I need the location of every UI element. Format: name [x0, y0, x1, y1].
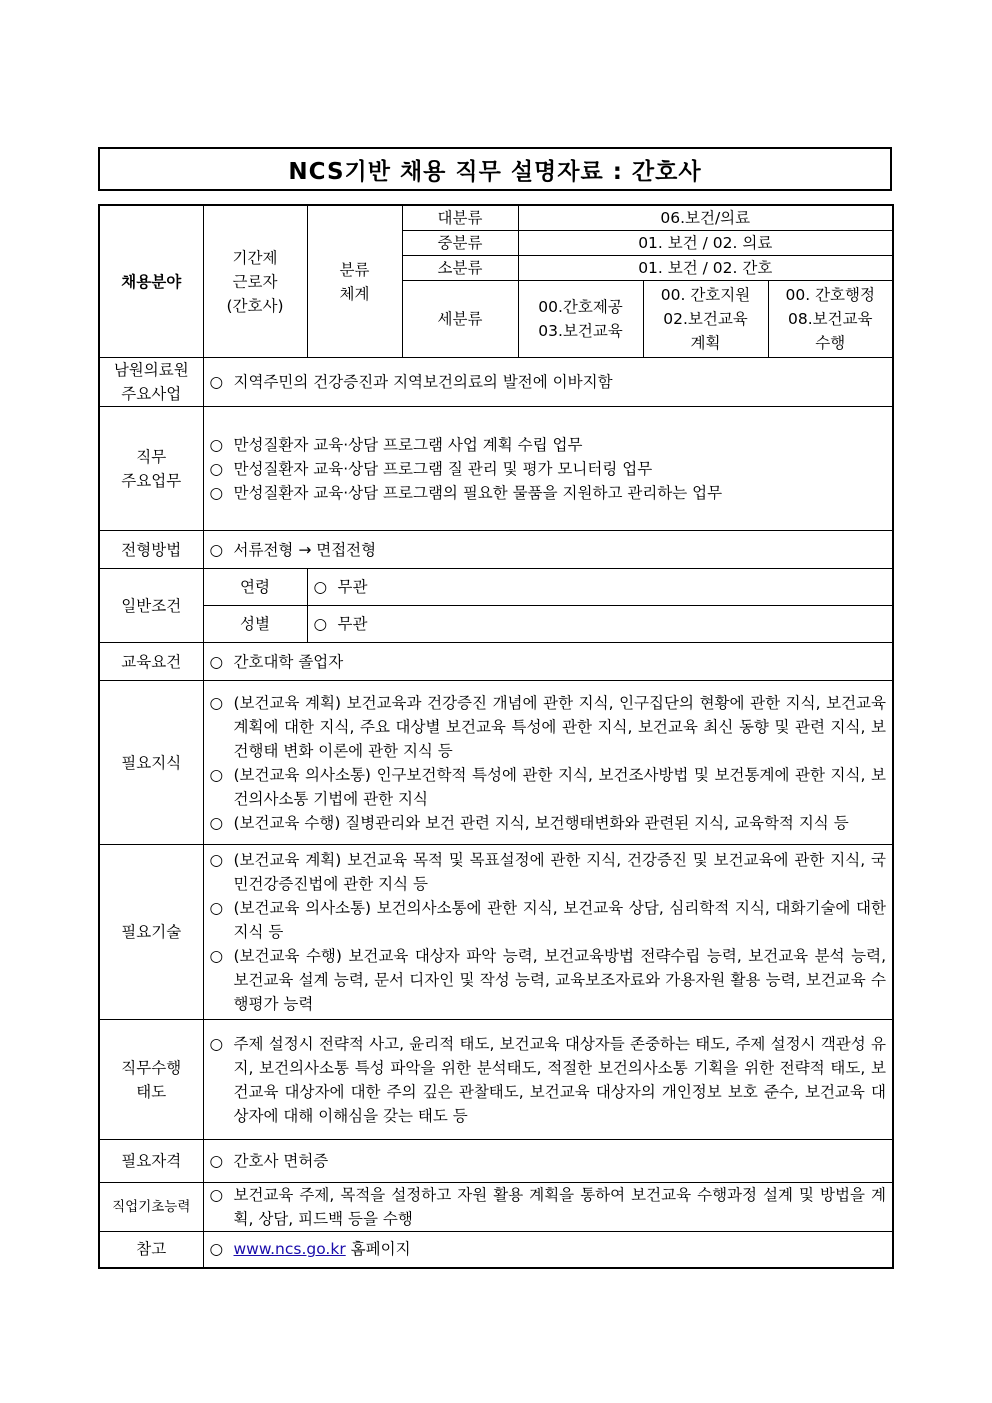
attitude-label: 직무수행 태도 — [99, 1020, 203, 1140]
bullet-mark: ○ — [209, 373, 224, 391]
license-value: 간호사 면허증 — [233, 1152, 329, 1170]
list-item-text: 지역주민의 건강증진과 지역보건의료의 발전에 이바지함 — [233, 373, 613, 391]
basic-ability-label: 직업기초능력 — [99, 1183, 203, 1232]
list-item — [314, 575, 887, 599]
basic-ability-content — [203, 1183, 893, 1232]
list-item — [210, 763, 887, 811]
middle-value: 01. 보건 / 02. 의료 — [518, 231, 893, 256]
selection-content — [203, 531, 893, 569]
bullet-mark: ○ — [209, 459, 224, 478]
recruit-type: 기간제 근로자 (간호사) — [203, 205, 307, 358]
list-item-text: 만성질환자 교육·상담 프로그램 질 관리 및 평가 모니터링 업무 — [233, 459, 653, 478]
list-item — [210, 1237, 887, 1261]
bullet-mark: ○ — [209, 765, 224, 784]
education-value: 간호대학 졸업자 — [233, 652, 344, 671]
list-item-text: (보건교육 계획) 보건교육과 건강증진 개념에 관한 지식, 인구집단의 현황에 관한 지식, 보건교육 계획에 대한 지식, 주요 대상별 보건교육 특성에 관한 지식, 보건교육 최신 동향 및 관련 지식, 보건행태 변화 이론에 관한 지식 등 — [233, 693, 886, 760]
bullet-mark: ○ — [209, 540, 224, 559]
list-item-text: 만성질환자 교육·상담 프로그램 사업 계획 수립 업무 — [233, 435, 583, 454]
general-label: 일반조건 — [99, 569, 203, 643]
list-item — [210, 650, 887, 674]
business-content — [203, 358, 893, 407]
bullet-mark: ○ — [209, 652, 224, 671]
list-item — [210, 848, 887, 896]
list-item-text: (보건교육 의사소통) 인구보건학적 특성에 관한 지식, 보건조사방법 및 보건통계에 관한 지식, 보건의사소통 기법에 관한 지식 — [233, 765, 886, 808]
bullet-mark: ○ — [313, 578, 328, 596]
list-item — [210, 811, 887, 835]
business-label: 남원의료원 주요사업 — [99, 358, 203, 407]
skills-content — [203, 845, 893, 1020]
list-item-text: (보건교육 수행) 보건교육 대상자 파악 능력, 보건교육방법 전략수립 능력, 보건교육 분석 능력, 보건교육 설계 능력, 문서 디자인 및 작성 능력, 교육보조자료와 가용자원 활용 능력, 보건교육 수행평가 능력 — [233, 947, 886, 1013]
gender-label: 성별 — [203, 606, 307, 643]
classification-label — [307, 205, 402, 358]
list-item — [210, 1149, 887, 1173]
classification-text: 분류 체계 — [339, 260, 370, 303]
attitude-content — [203, 1020, 893, 1140]
reference-suffix: 홈페이지 — [345, 1240, 411, 1259]
recruit-label: 채용분야 — [99, 205, 203, 358]
education-label: 교육요건 — [99, 643, 203, 681]
bullet-mark: ○ — [209, 483, 224, 502]
list-item — [210, 481, 887, 505]
list-item-text: (보건교육 의사소통) 보건의사소통에 관한 지식, 보건교육 상담, 심리학적 지식, 대화기술에 대한 지식 등 — [233, 899, 886, 941]
age-value: 무관 — [337, 578, 368, 596]
selection-label: 전형방법 — [99, 531, 203, 569]
major-label: 대분류 — [402, 205, 518, 231]
selection-value: 서류전형 → 면접전형 — [233, 540, 377, 559]
list-item — [210, 433, 887, 457]
age-label: 연령 — [203, 569, 307, 606]
minor-label: 소분류 — [402, 256, 518, 281]
bullet-mark: ○ — [209, 1034, 224, 1053]
bullet-mark: ○ — [209, 813, 224, 832]
minor-value: 01. 보건 / 02. 간호 — [518, 256, 893, 281]
gender-content — [307, 606, 893, 643]
duties-label: 직무 주요업무 — [99, 407, 203, 531]
age-content — [307, 569, 893, 606]
reference-text — [234, 1237, 887, 1261]
bullet-mark: ○ — [209, 1240, 224, 1259]
duties-content — [203, 407, 893, 531]
list-item — [210, 457, 887, 481]
bullet-mark: ○ — [209, 693, 224, 712]
bullet-mark: ○ — [209, 947, 224, 965]
major-value: 06.보건/의료 — [518, 205, 893, 231]
detail-value-2: 00. 간호지원 02.보건교육 계획 — [643, 281, 768, 358]
list-item-text: (보건교육 계획) 보건교육 목적 및 목표설정에 관한 지식, 건강증진 및 보건교육에 관한 지식, 국민건강증진법에 관한 지식 등 — [233, 851, 886, 893]
skills-label: 필요기술 — [99, 845, 203, 1020]
ncs-link[interactable]: www.ncs.go.kr — [233, 1240, 346, 1259]
middle-label: 중분류 — [402, 231, 518, 256]
license-content — [203, 1140, 893, 1183]
list-item — [210, 944, 887, 1016]
knowledge-label: 필요지식 — [99, 681, 203, 845]
list-item-text: (보건교육 수행) 질병관리와 보건 관련 지식, 보건행태변화와 관련된 지식, 교육학적 지식 등 — [233, 813, 849, 832]
list-item — [210, 538, 887, 562]
bullet-mark: ○ — [209, 435, 224, 454]
list-item — [314, 612, 887, 636]
list-item-text: 보건교육 주제, 목적을 설정하고 자원 활용 계획을 통하여 보건교육 수행과정 설계 및 방법을 계획, 상담, 피드백 등을 수행 — [233, 1186, 886, 1228]
knowledge-content — [203, 681, 893, 845]
bullet-mark: ○ — [209, 851, 224, 869]
list-item-text: 만성질환자 교육·상담 프로그램의 필요한 물품을 지원하고 관리하는 업무 — [233, 483, 723, 502]
list-item — [210, 1032, 887, 1128]
bullet-mark: ○ — [209, 1152, 224, 1170]
list-item — [210, 691, 887, 763]
list-item — [210, 370, 887, 394]
education-content — [203, 643, 893, 681]
detail-value-3: 00. 간호행정 08.보건교육 수행 — [768, 281, 893, 358]
gender-value: 무관 — [337, 615, 368, 633]
reference-content — [203, 1232, 893, 1268]
job-description-table — [98, 204, 894, 1269]
reference-label: 참고 — [99, 1232, 203, 1268]
bullet-mark: ○ — [209, 899, 224, 917]
list-item — [210, 896, 887, 944]
license-label: 필요자격 — [99, 1140, 203, 1183]
detail-label: 세분류 — [402, 281, 518, 358]
bullet-mark: ○ — [313, 615, 328, 633]
detail-value-1: 00.간호제공 03.보건교육 — [518, 281, 643, 358]
list-item-text: 주제 설정시 전략적 사고, 윤리적 태도, 보건교육 대상자들 존중하는 태도, 주제 설정시 객관성 유지, 보건의사소통 특성 파악을 위한 분석태도, 적절한 보건의사소통 기획을 위한 전략적 태도, 보건교육 대상자에 대한 주의 깊은 관찰태도, 보건교육 대상자의 개인정보 보호 준수, 보건교육 대상자에 대해 이해심을 갖는 태도 등 — [233, 1034, 886, 1125]
bullet-mark: ○ — [209, 1186, 224, 1204]
list-item — [210, 1183, 887, 1231]
document-title: NCS기반 채용 직무 설명자료 : 간호사 — [98, 147, 892, 191]
